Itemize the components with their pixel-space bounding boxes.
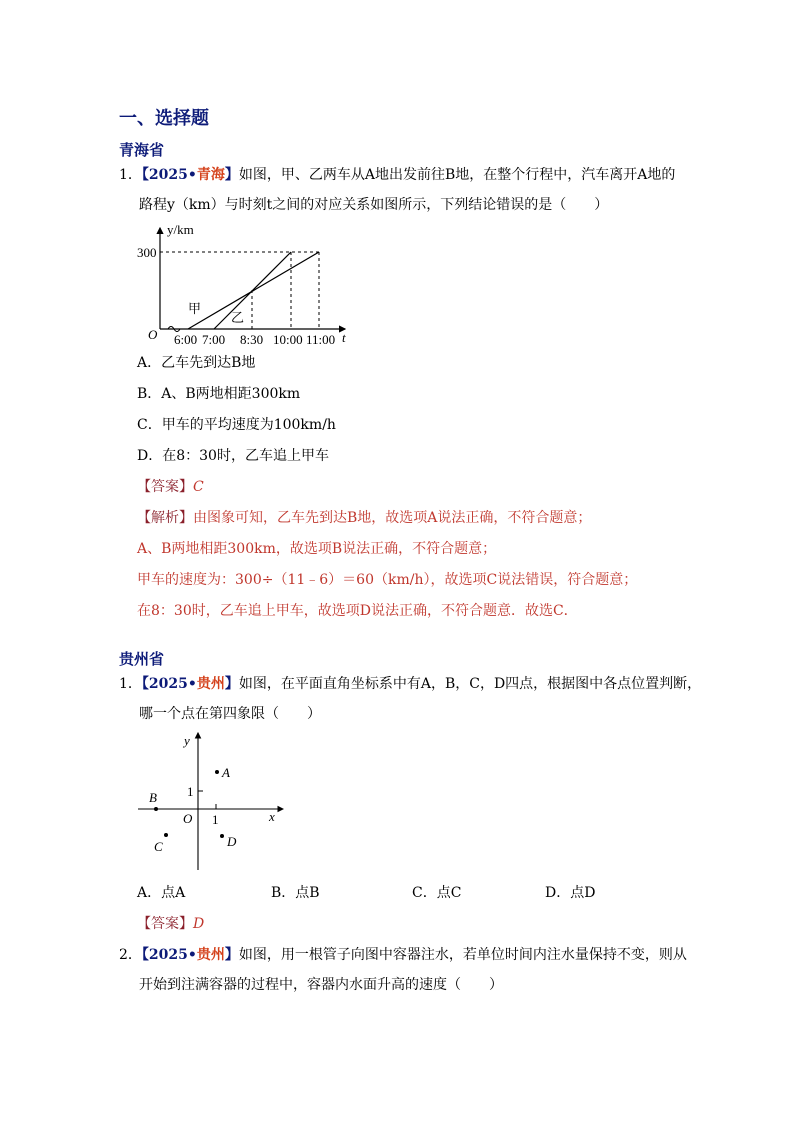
question-1-line-1 [119,165,675,185]
question-tag: 【2025•青海】 [141,167,239,183]
q1-explanation-4: 在8：30时，乙车追上甲车，故选项D说法正确，不符合题意．故选C． [137,603,578,619]
origin-label: O [183,811,193,826]
answer-value: C [193,479,204,495]
q1-option-d: D．在8：30时，乙车追上甲车 [137,448,329,464]
x-tick-600: 6:00 [174,332,198,347]
y-tick-300: 300 [137,245,157,260]
q1-explanation-1: 【解析】由图象可知，乙车先到达B地，故选项A说法正确，不符合题意； [137,510,592,526]
question-2-line-1 [119,674,701,694]
label-jia: 甲 [188,301,202,316]
distance-time-graph [130,218,355,350]
x-tick-1100: 11:00 [306,332,336,347]
line-jia [188,252,319,329]
question-number: 1． [119,167,142,183]
q2-option-a: A．点A [137,885,186,901]
q1-explanation-3: 甲车的速度为：300÷（11﹣6）＝60（km/h），故选项C说法错误，符合题意； [137,572,638,588]
q2-option-d: D．点D [545,885,596,901]
answer-value: D [193,916,205,932]
province-heading-qinghai: 青海省 [119,141,165,159]
point-d [220,834,224,838]
point-b-label: B [149,790,157,805]
line-yi [214,252,291,329]
question-3-line-2: 开始到注满容器的过程中，容器内水面升高的速度（ ） [139,977,503,993]
label-yi: 乙 [231,310,245,325]
x-tick-700: 7:00 [202,332,226,347]
province-heading-guizhou: 贵州省 [119,650,165,668]
question-number: 1． [119,676,142,692]
question-1-line-2: 路程y（km）与时刻t之间的对应关系如图所示，下列结论错误的是（ ） [139,197,609,213]
question-number: 2． [119,947,142,963]
q1-option-c: C．甲车的平均速度为100km/h [137,417,336,433]
explanation-label: 【解析】 [137,510,193,526]
x-tick-830: 8:30 [240,332,264,347]
q2-option-c: C．点C [412,885,462,901]
question-tag: 【2025•贵州】 [141,676,239,692]
y-axis-label: y/km [167,222,194,237]
point-b [154,807,158,811]
q2-answer [137,914,204,934]
q1-explanation-2: A、B两地相距300km，故选项B说法正确，不符合题意； [137,541,497,557]
question-3-line-1 [119,945,687,965]
q1-option-a: A．乙车先到达B地 [137,355,256,371]
y-axis-label: y [184,733,190,748]
q1-option-b: B．A、B两地相距300km [137,386,301,402]
y-tick-1: 1 [187,784,194,799]
point-a-label: A [222,765,230,780]
point-c-label: C [154,839,163,854]
x-tick-1000: 10:00 [273,332,303,347]
q2-option-b: B．点B [271,885,320,901]
question-2-line-2: 哪一个点在第四象限（ ） [139,706,321,722]
question-text: 如图，在平面直角坐标系中有A，B，C，D四点，根据图中各点位置判断， [238,676,702,692]
point-a [215,770,219,774]
question-text: 如图，甲、乙两车从A地出发前往B地，在整个行程中，汽车离开A地的 [238,167,676,183]
section-title: 一、选择题 [119,108,209,129]
question-text: 如图，用一根管子向图中容器注水，若单位时间内注水量保持不变，则从 [238,947,687,963]
point-d-label: D [227,834,237,849]
coordinate-plane [133,728,288,873]
origin-label: O [148,327,158,342]
x-axis-label: x [269,809,275,824]
answer-label: 【答案】 [137,479,193,495]
answer-label: 【答案】 [137,916,193,932]
question-tag: 【2025•贵州】 [141,947,239,963]
q1-answer [137,477,204,497]
point-c [164,833,168,837]
x-tick-1: 1 [212,812,219,827]
x-axis-label: t [342,330,346,345]
